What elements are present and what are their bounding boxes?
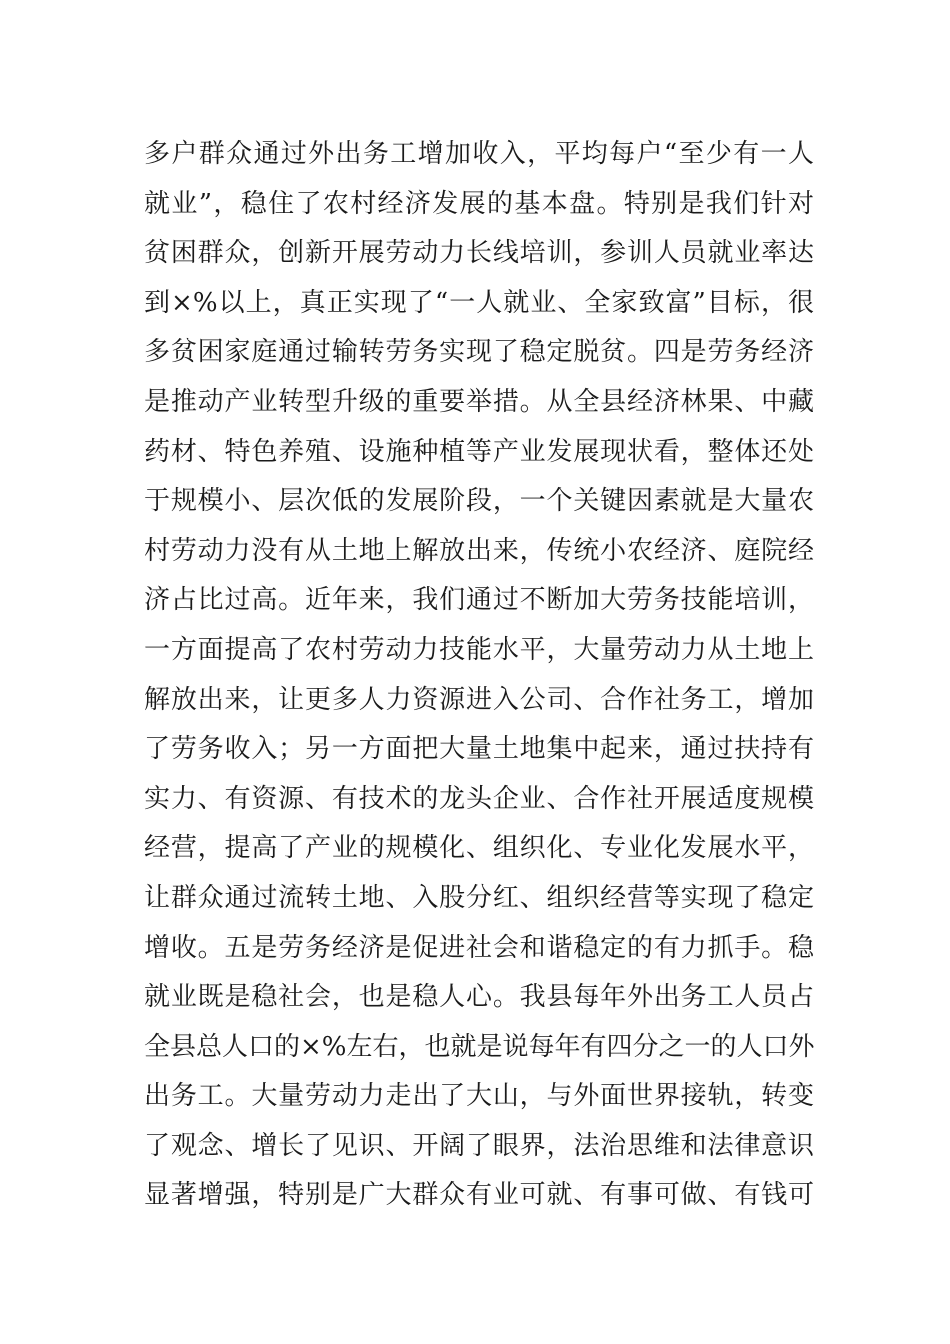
text-line: 一方面提高了农村劳动力技能水平，大量劳动力从土地上 bbox=[144, 634, 814, 665]
text-line: 全县总人口的×%左右，也就是说每年有四分之一的人口外 bbox=[144, 1031, 814, 1062]
text-line: 了劳务收入；另一方面把大量土地集中起来，通过扶持有 bbox=[144, 734, 814, 765]
text-line: 让群众通过流转土地、入股分红、组织经营等实现了稳定 bbox=[144, 882, 814, 913]
text-line: 实力、有资源、有技术的龙头企业、合作社开展适度规模 bbox=[144, 783, 814, 814]
text-line: 多户群众通过外出务工增加收入，平均每户“至少有一人 bbox=[144, 139, 814, 169]
text-line: 是推动产业转型升级的重要举措。从全县经济林果、中藏 bbox=[144, 386, 814, 417]
text-line: 经营，提高了产业的规模化、组织化、专业化发展水平， bbox=[144, 833, 814, 864]
text-line: 到×%以上，真正实现了“一人就业、全家致富”目标，很 bbox=[144, 287, 814, 318]
text-line: 济占比过高。近年来，我们通过不断加大劳务技能培训， bbox=[144, 585, 814, 616]
text-line: 增收。五是劳务经济是促进社会和谐稳定的有力抓手。稳 bbox=[144, 932, 814, 963]
text-line: 了观念、增长了见识、开阔了眼界，法治思维和法律意识 bbox=[144, 1130, 814, 1161]
text-line: 显著增强，特别是广大群众有业可就、有事可做、有钱可 bbox=[144, 1180, 814, 1211]
text-line: 解放出来，让更多人力资源进入公司、合作社务工，增加 bbox=[144, 684, 814, 715]
text-line: 出务工。大量劳动力走出了大山，与外面世界接轨，转变 bbox=[144, 1081, 814, 1112]
text-line: 就业既是稳社会，也是稳人心。我县每年外出务工人员占 bbox=[144, 982, 814, 1013]
text-line: 多贫困家庭通过输转劳务实现了稳定脱贫。四是劳务经济 bbox=[144, 337, 814, 368]
text-line: 于规模小、层次低的发展阶段，一个关键因素就是大量农 bbox=[144, 486, 814, 517]
body-paragraph bbox=[144, 130, 814, 1221]
text-line: 药材、特色养殖、设施种植等产业发展现状看，整体还处 bbox=[144, 436, 814, 467]
text-line: 村劳动力没有从土地上解放出来，传统小农经济、庭院经 bbox=[144, 535, 814, 566]
text-line: 就业”，稳住了农村经济发展的基本盘。特别是我们针对 bbox=[144, 188, 814, 219]
text-line: 贫困群众，创新开展劳动力长线培训，参训人员就业率达 bbox=[144, 238, 814, 269]
